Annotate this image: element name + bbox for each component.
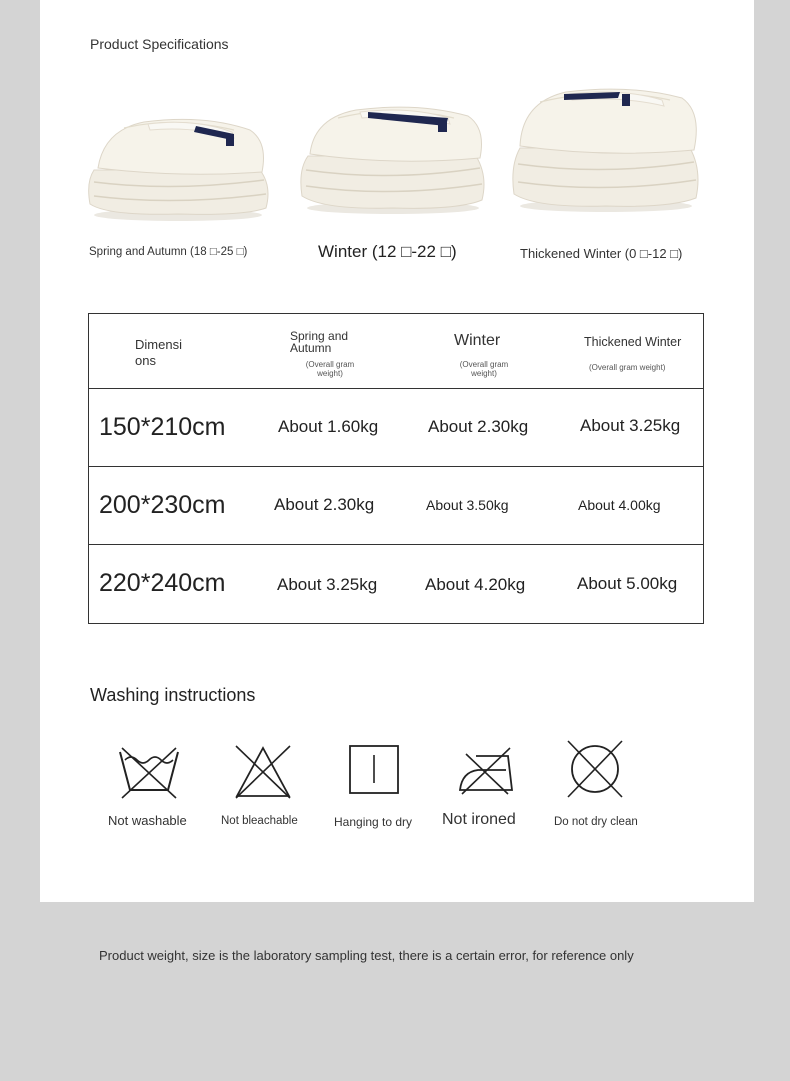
weight-cell-thickened-winter: About 5.00kg <box>577 574 678 593</box>
weight-cell-winter: About 3.50kg <box>426 497 509 513</box>
weight-table <box>88 313 704 624</box>
footer-note: Product weight, size is the laboratory sampling test, there is a certain error, for reference only <box>99 948 634 963</box>
size-cell: 200*230cm <box>99 491 226 519</box>
duvet-image-spring-autumn <box>84 112 272 222</box>
header-thickened-winter-sub: (Overall gram weight) <box>589 363 666 372</box>
no-bleach-label: Not bleachable <box>221 815 298 827</box>
weight-cell-winter: About 2.30kg <box>428 417 529 436</box>
header-dimensions-line2: ons <box>135 353 156 368</box>
hang-dry-icon <box>349 745 401 795</box>
product-label-spring-autumn: Spring and Autumn (18 □-25 □) <box>89 246 248 258</box>
weight-cell-spring-autumn: About 2.30kg <box>274 495 375 514</box>
size-cell: 220*240cm <box>99 569 226 597</box>
table-divider <box>89 544 703 545</box>
no-dry-clean-label: Do not dry clean <box>554 816 638 828</box>
weight-cell-thickened-winter: About 3.25kg <box>580 416 681 435</box>
header-spring-autumn-line1: Spring and <box>290 329 349 343</box>
no-dry-clean-icon <box>566 739 624 799</box>
header-dimensions-line1: Dimensi <box>135 337 182 352</box>
header-winter-sub2: weight) <box>471 369 497 378</box>
header-winter: Winter <box>454 332 501 349</box>
weight-cell-spring-autumn: About 1.60kg <box>278 417 379 436</box>
table-divider <box>89 466 703 467</box>
no-bleach-icon <box>234 744 292 800</box>
spec-title: Product Specifications <box>90 36 229 52</box>
hang-dry-label: Hanging to dry <box>334 815 413 829</box>
header-spring-autumn-sub1: (Overall gram <box>305 360 355 369</box>
product-label-thickened-winter: Thickened Winter (0 □-12 □) <box>520 246 683 261</box>
size-cell: 150*210cm <box>99 413 226 441</box>
duvet-image-winter <box>298 100 488 216</box>
product-label-winter: Winter (12 □-22 □) <box>318 242 457 261</box>
header-thickened-winter: Thickened Winter <box>584 335 682 349</box>
table-divider <box>89 388 703 389</box>
no-iron-label: Not ironed <box>442 811 516 828</box>
washing-title: Washing instructions <box>90 685 256 705</box>
duvet-image-thickened-winter <box>510 84 702 214</box>
spec-card <box>40 0 754 902</box>
weight-cell-thickened-winter: About 4.00kg <box>578 497 661 513</box>
no-wash-icon <box>118 744 180 800</box>
no-wash-label: Not washable <box>108 813 187 828</box>
header-spring-autumn-line2: Autumn <box>290 341 332 355</box>
weight-cell-winter: About 4.20kg <box>425 575 526 594</box>
header-winter-sub1: (Overall gram <box>459 360 509 369</box>
no-iron-icon <box>458 746 514 796</box>
header-spring-autumn-sub2: weight) <box>317 369 343 378</box>
weight-cell-spring-autumn: About 3.25kg <box>277 575 378 594</box>
